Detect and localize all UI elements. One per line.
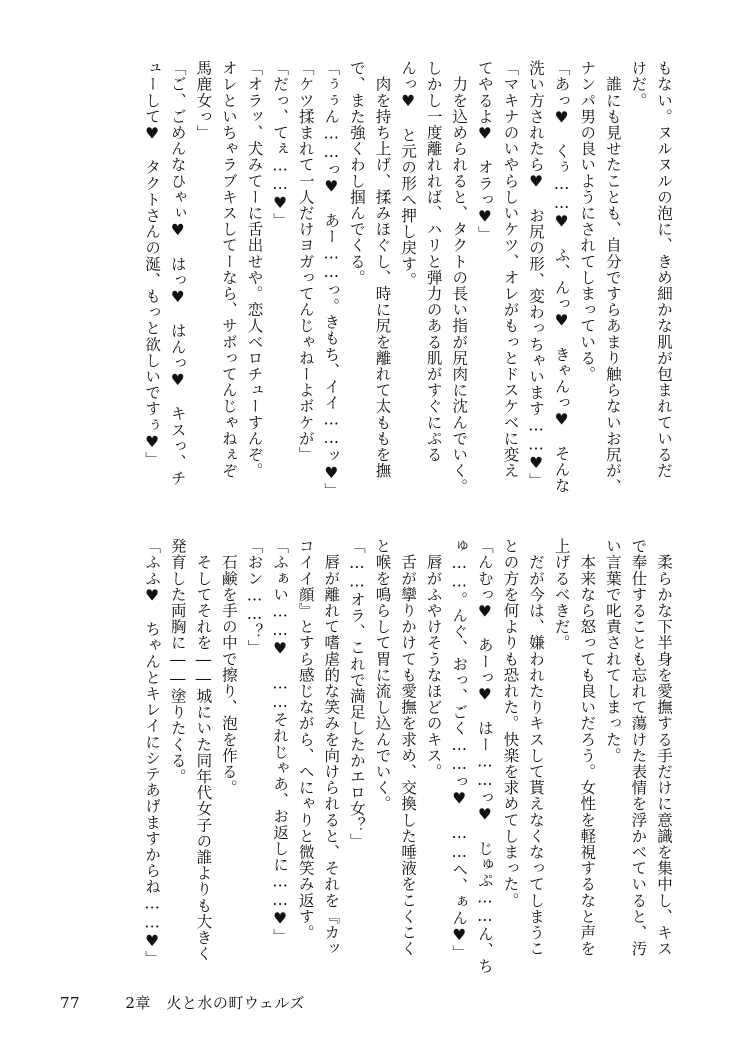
text-line: だが今は、嫌われたりキスして貰えなくなってしまうこ bbox=[527, 538, 546, 957]
text-block-top bbox=[64, 60, 676, 500]
text-line: 「ご、ごめんなひゃぃ♥ はっ♥ はんっ♥ キスっ、チ bbox=[168, 60, 187, 487]
text-block-bottom bbox=[64, 538, 676, 978]
text-line: そしてそれを――城にいた同年代女子の誰よりも大きく bbox=[194, 538, 213, 962]
text-line: 「ふぁい……♥ ……それじゃあ、お返しに……♥」 bbox=[271, 538, 290, 945]
text-line: 石鹸を手の中で擦り、泡を作る。 bbox=[219, 538, 238, 796]
page-number: 77 bbox=[60, 994, 81, 1012]
text-line: 唇が離れて嗜虐的な笑みを向けられると、それを『カッ bbox=[322, 538, 341, 957]
text-line: しかし一度離れれば、ハリと弾力のある肌がすぐにぷる bbox=[424, 60, 443, 463]
text-line: もない。ヌルヌルの泡に、きめ細かな肌が包まれているだ bbox=[655, 60, 673, 479]
text-line: 「ケツ揉まれて一人だけヨガってんじゃねーよボケが」 bbox=[296, 60, 315, 463]
text-line: 発育した両胸に――塗りたくる。 bbox=[168, 538, 187, 785]
text-line: 力を込められると、タクトの長い指が尻肉に沈んでいく。 bbox=[450, 60, 469, 495]
text-line: 「あっ♥ くぅ……♥ ふ、んっ♥ きゃんっ♥ そんな bbox=[552, 60, 571, 494]
text-line: 「……オラ、これで満足したかエロ女？」 bbox=[347, 538, 366, 849]
text-line: 誰にも見せたことも、自分ですらあまり触らないお尻が、 bbox=[603, 60, 622, 495]
text-line: 上げるべきだ。 bbox=[552, 538, 571, 651]
chapter-title: 2章 火と水の町ウェルズ bbox=[125, 994, 305, 1012]
text-line: で、また強くわし掴んでくる。 bbox=[347, 60, 366, 286]
text-line: 「んむっ♥ あーっ♥ はー……っ♥ じゅぷ……ん、ち bbox=[475, 538, 494, 975]
text-line: 「オラッ、犬みてーに舌出せや。恋人ベロチューすんぞ。 bbox=[245, 60, 264, 479]
text-line: 洗い方されたら♥ お尻の形、変わっちゃいます……♥」 bbox=[527, 60, 546, 489]
text-line: んっ♥ と元の形へ押し戻す。 bbox=[399, 60, 418, 288]
text-line: 唇がふやけそうなほどのキス。 bbox=[424, 538, 443, 780]
text-line: と喉を鳴らして胃に流し込んでいく。 bbox=[373, 538, 392, 812]
text-line: 「だっ、てぇ……♥」 bbox=[271, 60, 290, 229]
text-line: 舌が攣りかけても愛撫を求め、交換した唾液をこくこく bbox=[399, 538, 418, 957]
text-line: で奉仕することも忘れて蕩けた表情を浮かべていると、汚 bbox=[629, 538, 648, 957]
text-line: 「おン……？」 bbox=[245, 538, 264, 656]
text-line: との方を何よりも恐れた。快楽を求めてしまった。 bbox=[501, 538, 520, 909]
page-footer bbox=[60, 992, 305, 1013]
text-line: けだ。 bbox=[629, 60, 648, 109]
text-line: い言葉で叱責されてしまった。 bbox=[603, 538, 622, 764]
text-line: 肉を持ち上げ、揉みほぐし、時に尻を離れて太ももを撫 bbox=[373, 60, 392, 479]
text-line: ナンパ男の良いようにされてしまっている。 bbox=[578, 60, 597, 382]
text-line: 本来なら怒っても良いだろう。女性を軽視するなと声を bbox=[578, 538, 597, 957]
text-line: 「ふふ♥ ちゃんとキレイにシテあげますからね……♥」 bbox=[143, 538, 162, 967]
text-line: 「ぅぅん……っ♥ あー……っ。きもち、イイ……ッ♥」 bbox=[322, 60, 341, 499]
text-line: オレといちゃラブキスしてーなら、サボってんじゃねぇぞ bbox=[219, 60, 238, 479]
text-line: 「マキナのいやらしいケツ、オレがもっとドスケベに変え bbox=[501, 60, 520, 479]
text-line: コイイ顔』とすら感じながら、へにゃりと微笑み返す。 bbox=[296, 538, 315, 941]
text-line: ゅ……。んぐ、おっ、ごく……っ♥ ……へ、ぁん♥」 bbox=[450, 538, 469, 961]
text-line: 馬鹿女っ」 bbox=[194, 60, 213, 141]
text-line: ューして♥ タクトさんの涎、もっと欲しいですぅ♥」 bbox=[143, 60, 162, 468]
text-line: 柔らかな下半身を愛撫する手だけに意識を集中し、キス bbox=[655, 538, 673, 957]
text-line: てやるよ♥ オラっ♥」 bbox=[475, 60, 494, 243]
